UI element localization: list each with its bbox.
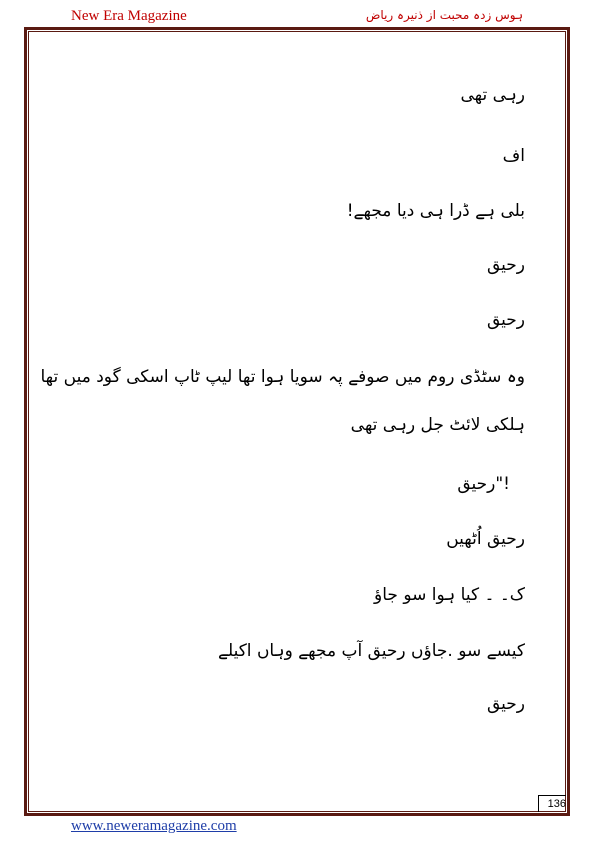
text-line: کیسے سو .جاؤں رحیق آپ مجھے وہاں اکیلے xyxy=(218,641,525,661)
text-line: رہی تھی xyxy=(460,85,525,105)
text-line: اف xyxy=(502,146,525,166)
text-line: رحیق اُٹھیں xyxy=(446,529,525,549)
website-link[interactable]: www.neweramagazine.com xyxy=(71,818,237,834)
page-number: 136 xyxy=(538,795,566,812)
page-content xyxy=(40,0,525,842)
book-title: ہوس زدہ محبت از ذنیرہ ریاض xyxy=(365,8,523,22)
text-line: رحیق xyxy=(486,310,525,330)
text-line: رحیق xyxy=(486,694,525,714)
text-line: !"رحیق xyxy=(457,474,510,494)
text-line: ک۔ ۔ کیا ہوا سو جاؤ xyxy=(374,585,525,605)
text-line: وہ سٹڈی روم میں صوفے پہ سویا ہوا تھا لیپ ٹاپ اسکی گود میں تھا xyxy=(40,367,525,387)
text-line: ہلکی لائٹ جل رہی تھی xyxy=(350,415,525,435)
text-line: رحیق xyxy=(486,255,525,275)
magazine-name: New Era Magazine xyxy=(71,8,187,24)
text-line: بلی ہے ڈرا ہی دیا مجھے! xyxy=(346,201,525,221)
